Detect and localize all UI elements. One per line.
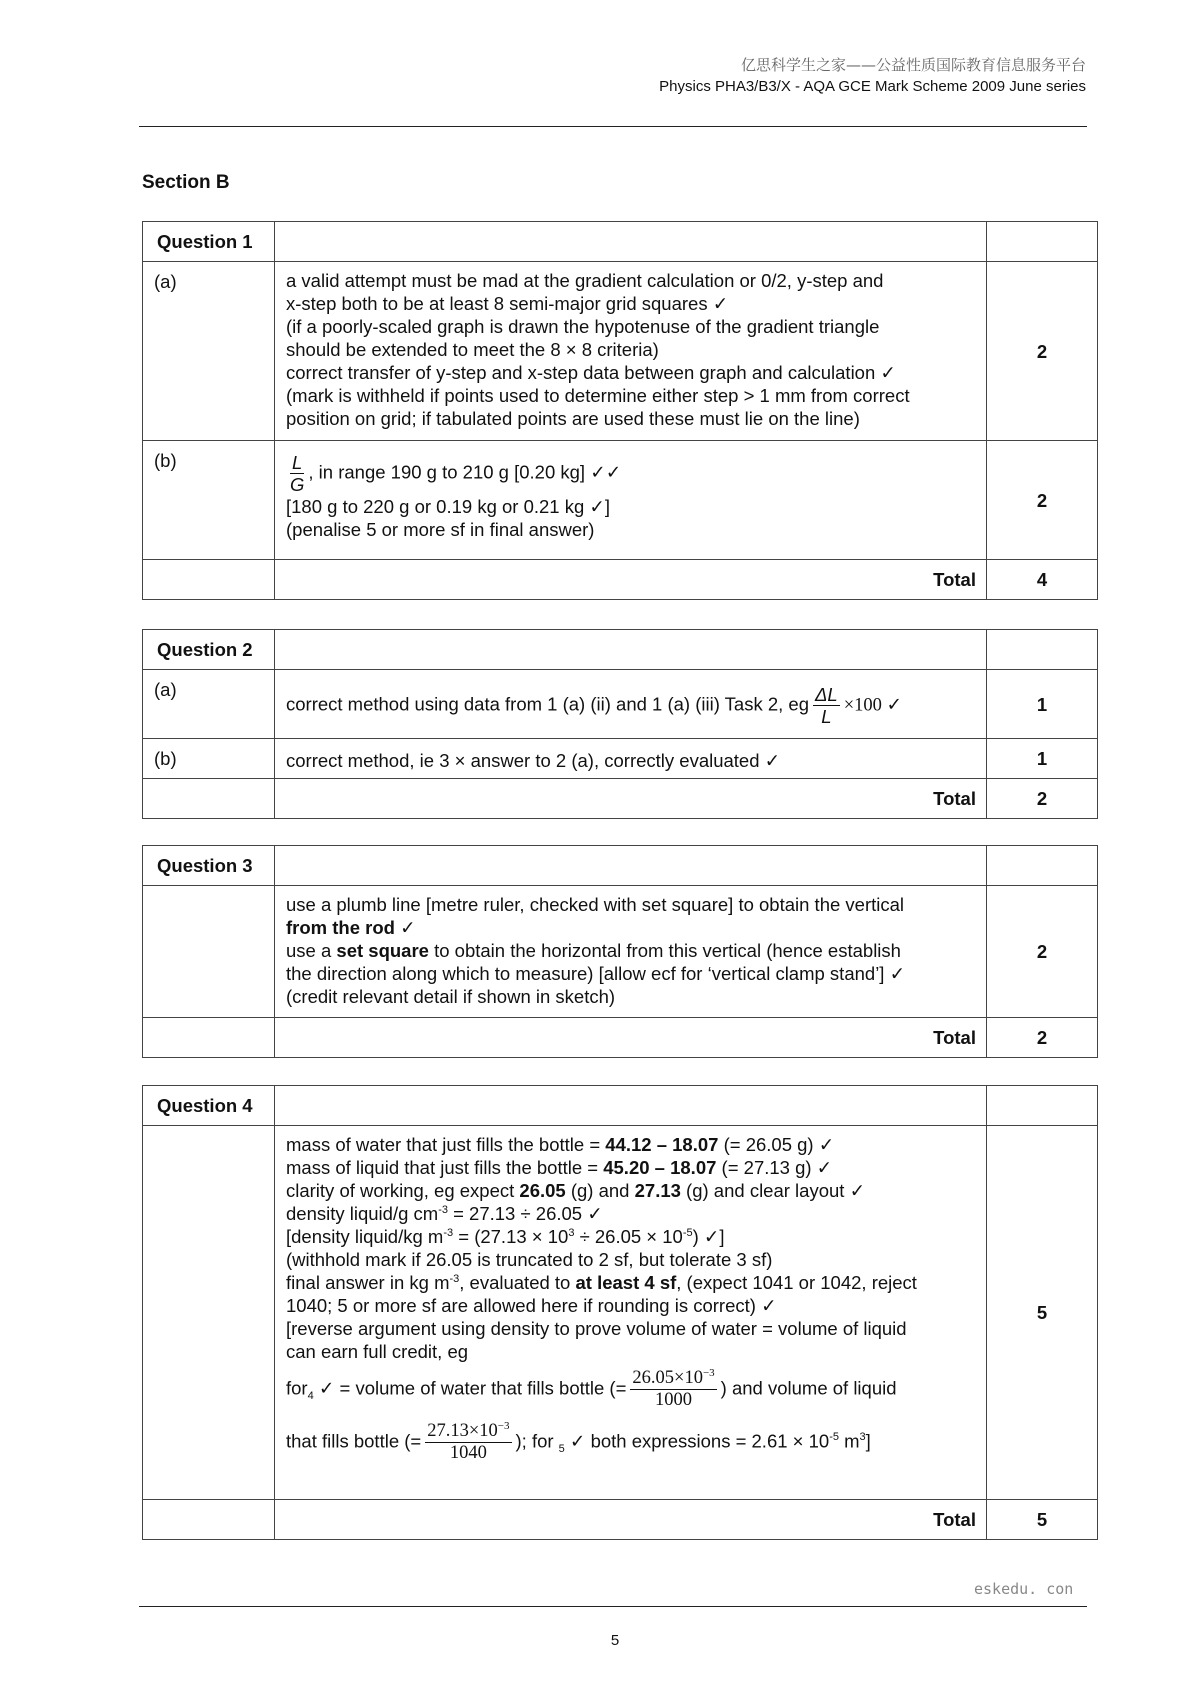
question-1-total: 4 (987, 560, 1098, 600)
header-site-name: 亿思科学生之家——公益性质国际教育信息服务平台 (740, 56, 1086, 74)
question-4-total: 5 (987, 1500, 1098, 1540)
header-rule (139, 126, 1087, 127)
question-4-part (143, 1126, 275, 1500)
question-4-label: Question 4 (143, 1086, 275, 1126)
fraction-water-volume: $\frac{26.05\times 10^{-3}}{1000}$ (632, 1366, 715, 1410)
question-1a-part: (a) (143, 262, 275, 441)
question-3-text: use a plumb line [metre ruler, checked with set square] to obtain the vertical from the rod ✓ use a set square to obtain the horizontal from this vertical (hence establish the direction along which to measure) [allow ecf for ‘vertical clamp stand’] ✓ (credit relevant detail if shown in sketch) (275, 886, 987, 1018)
question-3-label: Question 3 (143, 846, 275, 886)
question-1a-marks: 2 (987, 262, 1098, 441)
question-3-total: 2 (987, 1018, 1098, 1058)
fraction-liquid-volume: $\frac{27.13\times 10^{-3}}{1040}$ (427, 1419, 510, 1463)
question-2a-text: correct method using data from 1 (a) (ii) and 1 (a) (iii) Task 2, eg $\frac{\Delta L}{L}$ ×100 ✓ (275, 670, 987, 739)
page-number: 5 (610, 1632, 620, 1649)
question-3-marks: 2 (987, 886, 1098, 1018)
question-2-total: 2 (987, 779, 1098, 819)
question-2-total-label: Total (275, 779, 987, 819)
question-1b-part: (b) (143, 441, 275, 560)
question-2b-text: correct method, ie 3 × answer to 2 (a), correctly evaluated ✓ (275, 739, 987, 779)
question-2a-marks: 1 (987, 670, 1098, 739)
question-3-table (142, 845, 1098, 1058)
question-3-part (143, 886, 275, 1018)
question-1b-marks: 2 (987, 441, 1098, 560)
question-1a-text: a valid attempt must be mad at the gradient calculation or 0/2, y-step and x-step both to be at least 8 semi-major grid squares ✓ (if a poorly-scaled graph is drawn the hypotenuse of the gradient triangle should be extended to meet the 8 × 8 criteria) correct transfer of y-step and x-step data between graph and calculation ✓ (mark is withheld if points used to determine either step > 1 mm from correct position on grid; if tabulated points are used these must lie on the line) (275, 262, 987, 441)
question-4-table (142, 1085, 1098, 1540)
question-2a-part: (a) (143, 670, 275, 739)
question-1b-text: $\frac{L}{G}$ , in range 190 g to 210 g [0.20 kg] ✓✓ [180 g to 220 g or 0.19 kg or 0.21 kg ✓] (penalise 5 or more sf in final answer) (275, 441, 987, 560)
question-2-table (142, 629, 1098, 819)
question-4-marks: 5 (987, 1126, 1098, 1500)
question-1-label: Question 1 (143, 222, 275, 262)
question-1-total-label: Total (275, 560, 987, 600)
section-title: Section B (142, 172, 230, 193)
question-4-total-label: Total (275, 1500, 987, 1540)
footer-rule (139, 1606, 1087, 1607)
question-4-text: mass of water that just fills the bottle = 44.12 – 18.07 (= 26.05 g) ✓ mass of liquid that just fills the bottle = 45.20 – 18.07 (= 27.13 g) ✓ clarity of working, eg expect 26.05 (g) and 27.13 (g) and clear layout ✓ density liquid/g $cm^{-3} = 27.13 \div 26.05$ ✓ [density liquid/kg $m^{-3} = (27.13 \times 10^3 \div 26.05 \times 10^{-5})$ ✓] (withhold mark if 26.05 is truncated to 2 sf, but tolerate 3 sf) final answer in kg $m^{-3}$, evaluated to at least 4 sf, (expect 1041 or 1042, reject 1040; 5 or more sf are allowed here if rounding is correct) ✓ [reverse argument using density to prove volume of water = volume of liquid can earn full credit, eg for$_4$ ✓ = volume of water that fills bottle (= $\frac{26.05\times 10^{-3}}{1000}$ ) and volume of liquid that fills bottle (= $\frac{27.13\times 10^{-3}}{1040}$ ); for $_5$ ✓ both expressions = $2.61 \times 10^{-5}$ $m^3$] (275, 1126, 987, 1500)
watermark: eskedu. con (974, 1580, 1074, 1598)
header-doc-title: Physics PHA3/B3/X - AQA GCE Mark Scheme 2009 June series (659, 78, 1086, 95)
question-2b-part: (b) (143, 739, 275, 779)
fraction-delta-l-over-l: $\frac{\Delta L}{L}$ (815, 684, 838, 727)
question-2b-marks: 1 (987, 739, 1098, 779)
question-1-table (142, 221, 1098, 600)
question-3-total-label: Total (275, 1018, 987, 1058)
question-2-label: Question 2 (143, 630, 275, 670)
fraction-l-over-g: $\frac{L}{G}$ (290, 452, 305, 495)
